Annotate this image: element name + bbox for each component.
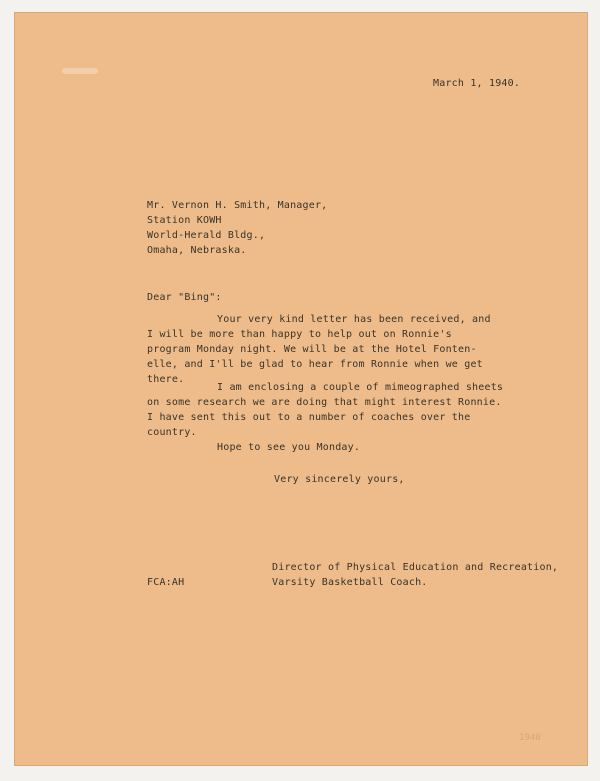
- paragraph-line: I will be more than happy to help out on Ronnie's: [147, 329, 452, 340]
- paragraph-line: I am enclosing a couple of mimeographed sheets: [217, 382, 504, 393]
- paragraph-3: Hope to see you Monday.: [217, 442, 361, 453]
- typist-initials: FCA:AH: [147, 577, 185, 588]
- signature-title: Varsity Basketball Coach.: [272, 577, 428, 588]
- paragraph-line: on some research we are doing that might interest Ronnie.: [147, 397, 502, 408]
- paper-smudge: [62, 68, 98, 74]
- closing: Very sincerely yours,: [274, 474, 405, 485]
- signature-block: [272, 560, 558, 590]
- letter-date: March 1, 1940.: [433, 78, 521, 89]
- paragraph-line: there.: [147, 374, 185, 385]
- address-line: Omaha, Nebraska.: [147, 245, 247, 256]
- paragraph-line: Your very kind letter has been received, and: [217, 314, 491, 325]
- letter-page: [14, 12, 588, 766]
- signature-title: Director of Physical Education and Recreation,: [272, 562, 559, 573]
- paragraph-line: program Monday night. We will be at the Hotel Fonten-: [147, 344, 477, 355]
- address-line: Mr. Vernon H. Smith, Manager,: [147, 200, 328, 211]
- paragraph-1: [147, 312, 491, 387]
- address-line: Station KOWH: [147, 215, 222, 226]
- paragraph-line: I have sent this out to a number of coaches over the: [147, 412, 471, 423]
- address-line: World-Herald Bldg.,: [147, 230, 266, 241]
- paragraph-line: elle, and I'll be glad to hear from Ronnie when we get: [147, 359, 483, 370]
- paragraph-line: country.: [147, 427, 197, 438]
- salutation: Dear "Bing":: [147, 292, 222, 303]
- recipient-address: [147, 198, 327, 258]
- paragraph-2: [147, 380, 503, 440]
- faint-mark: 1940: [519, 733, 541, 743]
